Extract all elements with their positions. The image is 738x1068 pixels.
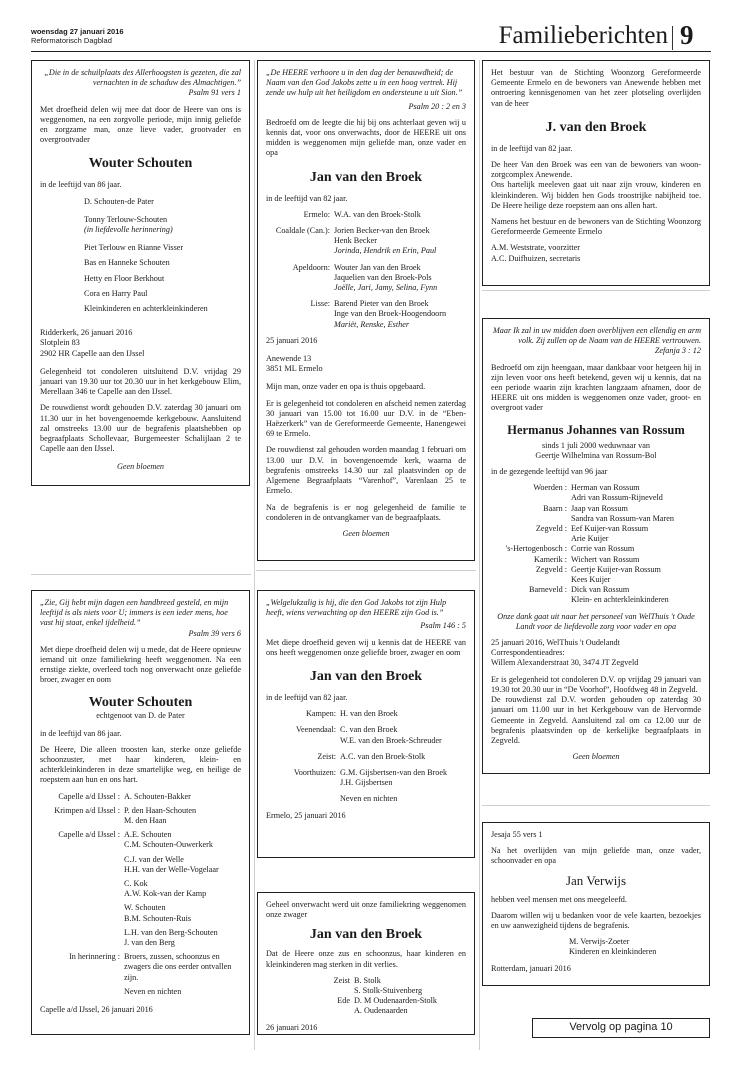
family-place [40, 855, 120, 875]
family-place: Apeldoorn: [292, 262, 330, 272]
funeral-info: De rouwdienst wordt gehouden D.V. zaterdag 30 januari om 11.30 uur in het bovengenoemde kerkgebouw. Aansluitend zal omstreeks 13.00 uur de begrafenis plaatshebben op begraafplaats Schollevaar, Burgemeester Schalijlaan 2 te Capelle aan den IJssel. [40, 403, 241, 454]
announcement-text: Het bestuur van de Stichting Woonzorg Gereformeerde Gemeente Ermelo en de bewoners van Anewende hebben met ontroering kennisgenomen van het zeer plotseling overlijden van de heer [491, 68, 701, 108]
correspondence-label: Correspondentieadres: [491, 648, 565, 658]
deceased-name: Jan van den Broek [309, 927, 423, 943]
announcement-text: Met diepe droefheid delen wij u mede, dat de Heere opnieuw iemand uit onze familiekring heeft weggenomen. Na een ernstige ziekte, overleed toch nog onverwacht onze geliefde broer, zwager en oom [40, 644, 241, 685]
family-member: M. den Haan [124, 816, 167, 826]
family-member: Jaquelien van den Broek-Pols [334, 272, 432, 282]
condolence-info: Er is gelegenheid tot condoleren D.V. op vrijdag 29 januari van 19.30 tot 20.30 uur in “De Voorhof”, Hoofdweg 48 in Zegveld. [491, 674, 701, 694]
family-group [266, 263, 466, 294]
family-group [266, 210, 466, 220]
grandchildren: Mariët, Renske, Esther [334, 319, 410, 329]
place-date: Rotterdam, januari 2016 [491, 963, 571, 973]
signer: A.C. Duifhuizen, secretaris [491, 253, 581, 263]
bible-quote: „Die in de schuilplaats des Allerhoogsten is gezeten, die zal vernachten in de schaduw des Almachtigen.” [44, 68, 241, 88]
family-group [40, 952, 241, 983]
family-place: Capelle a/d IJssel : [58, 791, 120, 801]
bible-reference: Psalm 20 : 2 en 3 [408, 101, 466, 111]
bible-reference: Zefanja 3 : 12 [654, 346, 701, 356]
obituary-jan-van-den-broek-siblings [257, 590, 475, 858]
family-place [266, 794, 336, 804]
bible-quote: „De HEERE verhoore u in den dag der benauwdheid; de Naam van den God Jakobs zette u in een hoog vertrek. Hij zende uw hulp uit het heiligdom en ondersteune u uit Sion.” [266, 68, 463, 98]
laid-out-info: Mijn man, onze vader en opa is thuis opgebaard. [266, 382, 426, 392]
family-group [266, 794, 466, 804]
page-number: 9 [680, 20, 694, 50]
family-group [491, 555, 701, 565]
age-text: in de leeftijd van 82 jaar. [266, 693, 348, 703]
body-text: Ons hartelijk meeleven gaat uit naar zijn vrouw, kinderen en kleinkinderen. Wij bidden hen Gods troostrijke nabijheid toe. De Heere heilige deze roepstem aan ons allen hart. [491, 180, 701, 210]
late-wife-name: Geertje Wilhelmina van Rossum-Bol [535, 450, 657, 460]
family-member: Adri van Rossum-Rijneveld [571, 493, 663, 503]
family-group [491, 524, 701, 544]
closing-note: Geen bloemen [116, 462, 165, 472]
family-place: Coaldale (Can.): [275, 226, 330, 236]
announcement-text: Met diepe droefheid geven wij u kennis dat de HEERE van ons heeft weggenomen onze geliefde broer, zwager en oom [266, 637, 466, 657]
deceased-name: Hermanus Johannes van Rossum [507, 422, 685, 437]
bible-quote: Maar Ik zal in uw midden doen overblijven een ellendig en arm volk. Zij zullen op de Naam van de HEERE vertrouwen. [492, 326, 701, 346]
family-member: Piet Terlouw en Rianne Visser [84, 243, 184, 253]
family-note: (in liefdevolle herinnering) [84, 225, 173, 235]
family-member: A. Schouten-Bakker [124, 791, 191, 801]
comfort-text: Dat de Heere onze zus en schoonzus, haar kinderen en kleinkinderen mag sterken in dit verlies. [266, 949, 466, 969]
obituary-wouter-schouten [31, 60, 250, 486]
deceased-name: Jan Verwijs [565, 872, 627, 888]
family-place: Zeist: [317, 751, 336, 761]
row-divider [31, 574, 251, 575]
family-member: Eef Kuijer-van Rossum [571, 524, 649, 534]
place-date: Ermelo, 25 januari 2016 [266, 810, 346, 820]
family-member: C. Kok [124, 879, 148, 889]
family-group [266, 976, 466, 996]
family-group [266, 725, 466, 745]
section-title: Familieberichten [498, 22, 668, 49]
row-divider [256, 570, 476, 571]
family-place: Kampen: [305, 709, 336, 719]
family-group [266, 226, 466, 257]
deceased-name: Wouter Schouten [88, 156, 193, 172]
correspondence-address: Willem Alexanderstraat 30, 3474 JT Zegveld [491, 658, 639, 668]
family-member: Bas en Hanneke Schouten [84, 258, 170, 268]
family-member: Neven en nichten [124, 986, 182, 996]
family-place: Veenendaal: [295, 725, 336, 735]
announcement-text: Bedroefd om zijn heengaan, maar dankbaar voor hetgeen hij in zijn leven voor ons heeft betekend, geven wij u kennis, dat na een periode waarin zijn krachten langzaam afnamen, door de HEERE uit ons midden is weggenomen onze vader, groot- en overgroot vader [491, 362, 701, 413]
family-place: Voorthuizen: [293, 768, 336, 778]
newspaper-name: Reformatorisch Dagblad [31, 36, 112, 45]
age-text: in de gezegende leeftijd van 96 jaar [491, 467, 608, 477]
street: Slotplein 83 [40, 338, 80, 348]
family-place: Zegveld : [535, 564, 567, 574]
family-member: Tonny Terlouw-Schouten [84, 214, 168, 224]
notice-stichting-woonzorg [482, 60, 710, 286]
family-member: Sandra van Rossum-van Maren [571, 513, 675, 523]
postcode-city: 2902 HR Capelle aan den IJssel [40, 348, 145, 358]
header-rule [31, 51, 711, 52]
spouse-note: echtgenoot van D. de Pater [96, 710, 185, 720]
bible-reference: Jesaja 55 vers 1 [491, 830, 543, 839]
family-group [491, 483, 701, 503]
family-member: Jorien Becker-van den Broek [334, 226, 430, 236]
family-group [40, 987, 241, 997]
deceased-name: Wouter Schouten [88, 694, 193, 710]
family-place [40, 903, 120, 923]
signer: M. Verwijs-Zoeter [569, 937, 630, 947]
family-place: Krimpen a/d IJssel : [54, 805, 120, 815]
column-divider [479, 60, 480, 1050]
family-member: D. Schouten-de Pater [84, 196, 154, 206]
family-member: H.H. van der Welle-Vogelaar [124, 864, 219, 874]
body-text: Namens het bestuur en de bewoners van de Stichting Woonzorg Gereformeerde Gemeente Ermelo [491, 217, 701, 237]
closing-note: Geen bloemen [572, 752, 620, 762]
body-text: hebben veel mensen met ons meegeleefd. [491, 894, 627, 904]
place-date: Capelle a/d IJssel, 26 januari 2016 [40, 1005, 153, 1015]
family-member: W. Schouten [124, 903, 166, 913]
signer: Kinderen en kleinkinderen [569, 947, 657, 957]
obituary-hermanus-van-rossum [482, 318, 710, 774]
place-date: Ridderkerk, 26 januari 2016 [40, 328, 133, 338]
family-member: Herman van Rossum [571, 483, 640, 493]
family-member: J.H. Gijsbertsen [340, 778, 393, 788]
announcement-text: Met droefheid delen wij mee dat door de Heere van ons is weggenomen, na een zorgvolle periode, mijn innig geliefde en zorgzame man, onze lieve vader, grootvader en overgrootvader [40, 104, 241, 145]
family-group [40, 806, 241, 826]
family-member: Neven en nichten [340, 794, 398, 804]
place-date: 26 januari 2016 [266, 1022, 318, 1032]
announcement-text: Na het overlijden van mijn geliefde man, onze vader, schoonvader en opa [491, 846, 701, 866]
header-divider [672, 26, 673, 50]
family-group [40, 879, 241, 899]
signers [491, 937, 701, 957]
family-member: C. van den Broek [340, 725, 398, 735]
family-member: Wouter Jan van den Broek [334, 262, 421, 272]
family-member: Arie Kuijer [571, 534, 609, 544]
family-place: In herinnering : [69, 952, 120, 962]
grandchildren: Jorinda, Hendrik en Erin, Paul [334, 246, 437, 256]
family-member: Inge van den Broek-Hoogendoorn [334, 309, 447, 319]
thanks-jan-verwijs [482, 822, 710, 986]
family-group [40, 830, 241, 850]
row-divider [482, 290, 710, 291]
deceased-name: Jan van den Broek [309, 169, 423, 185]
family-member: G.M. Gijsbertsen-van den Broek [340, 768, 448, 778]
continued-on-page-link[interactable]: Vervolg op pagina 10 [532, 1018, 710, 1038]
family-place: Zegveld : [535, 524, 567, 534]
obituary-wouter-schouten-family [31, 590, 250, 1035]
family-place: Kamerik : [534, 554, 567, 564]
funeral-info: De rouwdienst zal gehouden worden maandag 1 februari om 13.00 uur D.V. in bovengenoemde kerk, waarna de begrafenis omstreeks 14.30 uur zal plaatsvinden op de Algemene Begraafplaats “Varenhof”, Varenlaan 25 te Ermelo. [266, 445, 466, 496]
family-member: W.E. van den Broek-Schreuder [340, 735, 442, 745]
family-place: Baarn : [543, 503, 567, 513]
family-member: Corrie van Rossum [571, 544, 635, 554]
family-member: B. Stolk [354, 975, 381, 985]
body-text: De heer Van den Broek was een van de bewoners van woon-zorgcomplex Anewende. [491, 160, 701, 180]
family-place [40, 928, 120, 948]
family-group [40, 903, 241, 923]
family-member: P. den Haan-Schouten [124, 805, 197, 815]
family-place [40, 987, 120, 997]
family-place: Barneveld : [529, 585, 567, 595]
family-member: Hetty en Floor Berkhout [84, 273, 165, 283]
grandchildren: Joëlle, Jari, Jamy, Selina, Fynn [334, 283, 438, 293]
place-date: 25 januari 2016, WelThuis 't Oudelandt [491, 638, 620, 648]
family-member: Jaap van Rossum [571, 503, 628, 513]
family-place: Ermelo: [303, 209, 330, 219]
family-place [40, 879, 120, 899]
family-member: C.M. Schouten-Ouwerkerk [124, 840, 213, 850]
family-member: Wichert van Rossum [571, 554, 640, 564]
widower-note: sinds 1 juli 2000 weduwnaar van [541, 440, 650, 450]
family-place: Woerden : [533, 483, 567, 493]
family-group [266, 709, 466, 719]
obituary-jan-van-den-broek-family [257, 60, 475, 561]
family-group [266, 752, 466, 762]
family-member: H. van den Broek [340, 709, 398, 719]
age-text: in de leeftijd van 86 jaar. [40, 728, 122, 738]
address-block [40, 328, 241, 359]
family-group [266, 996, 466, 1016]
bible-quote: „Zie, Gij hebt mijn dagen een handbreed gesteld, en mijn leeftijd is als niets voor U; immers is een ieder mens, hoe vast hij staat, enkel ijdelheid.” [40, 598, 229, 628]
family-member: Cora en Harry Paul [84, 288, 148, 298]
family-group [491, 565, 701, 585]
funeral-info: De rouwdienst zal D.V. worden gehouden op zaterdag 30 januari om 11.00 uur in het Kerkgebouw van de Hervormde Gemeente in Zegveld. Aansluitend zal om ca 12.00 uur de begrafenis plaatsvinden op de kerkelijke begraafplaats in Zegveld. [491, 695, 701, 745]
after-funeral-info: Na de begrafenis is er nog gelegenheid de familie te condoleren in de ontvangkamer van de begraafplaats. [266, 502, 466, 522]
issue-date: woensdag 27 januari 2016 [31, 27, 124, 36]
bible-reference: Psalm 91 vers 1 [188, 88, 241, 98]
closing-note: Geen bloemen [342, 528, 390, 538]
comfort-text: De Heere, Die alleen troosten kan, sterke onze geliefde schoonzuster, met haar kinderen, klein- en achterkleinkinderen in deze smartelijke weg, en heilige de roepstem aan hun en ons hart. [40, 744, 241, 785]
family-member: J. van den Berg [124, 938, 175, 948]
family-group [266, 768, 466, 788]
family-member: Kleinkinderen en achterkleinkinderen [84, 304, 208, 314]
postcode-city: 3851 ML Ermelo [266, 364, 323, 374]
family-place: Capelle a/d IJssel : [58, 830, 120, 840]
family-member: Barend Pieter van den Broek [334, 299, 429, 309]
column-divider [254, 60, 255, 1050]
family-group [491, 504, 701, 524]
family-group [40, 855, 241, 875]
place-date: 25 januari 2016 [266, 335, 318, 345]
family-member: W.A. van den Broek-Stolk [334, 209, 421, 219]
address-block [266, 354, 466, 374]
family-member: Kees Kuijer [571, 575, 611, 585]
bible-reference: Psalm 39 vers 6 [188, 628, 241, 638]
family-member: A. Oudenaarden [354, 1006, 408, 1016]
header-meta [31, 27, 124, 45]
family-member: Broers, zussen, schoonzus en zwagers die ons eerder ontvallen zijn. [124, 952, 232, 982]
signer: A.M. Weststrate, voorzitter [491, 243, 581, 253]
condolence-info: Er is gelegenheid tot condoleren en afscheid nemen zaterdag 30 januari van 15.00 tot 16.00 uur D.V. in de “Eben-Haëzerkerk” van de Gereformeerde Gemeente, Hanengewei 69 te Ermelo. [266, 398, 466, 439]
deceased-name: J. van den Broek [545, 119, 647, 135]
family-member: B.M. Schouten-Ruis [124, 913, 192, 923]
deceased-name: Jan van den Broek [309, 669, 423, 685]
family-member: A.E. Schouten [124, 830, 172, 840]
family-member: Geertje Kuijer-van Rossum [571, 564, 661, 574]
family-group [491, 544, 701, 554]
family-place: Ede [337, 996, 350, 1006]
family-list [491, 483, 701, 605]
family-place: Zeist [333, 975, 350, 985]
family-member: Dick van Rossum [571, 585, 630, 595]
row-divider [482, 805, 710, 806]
family-group [491, 585, 701, 605]
family-group [40, 928, 241, 948]
family-member: Klein- en achterkleinkinderen [571, 595, 669, 605]
age-text: in de leeftijd van 82 jaar. [266, 193, 348, 203]
street: Anewende 13 [266, 354, 312, 364]
family-member: A.C. van den Broek-Stolk [340, 751, 426, 761]
age-text: in de leeftijd van 82 jaar. [491, 143, 573, 153]
family-member: A.W. Kok-van der Kamp [124, 889, 207, 899]
announcement-text: Bedroefd om de leegte die hij bij ons achterlaat geven wij u kennis dat, voor ons onverwachts, door de HEERE uit ons midden is weggenomen mijn geliefde man, onze vader en opa [266, 117, 466, 158]
body-text: Daarom willen wij u bedanken voor de vele kaarten, bezoekjes en uw aanwezigheid tijdens de begrafenis. [491, 910, 701, 931]
family-group [266, 299, 466, 330]
condolence-info: Gelegenheid tot condoleren uitsluitend D.V. vrijdag 29 januari van 19.30 uur tot 20.30 uur in het kerkgebouw Elim, Merellaan 346 te Capelle aan den IJssel. [40, 366, 241, 397]
obituary-jan-van-den-broek-in-laws [257, 892, 475, 1035]
family-member: S. Stolk-Stuivenberg [354, 986, 423, 996]
family-place: 's-Hertogenbosch : [505, 544, 567, 554]
family-member: C.J. van der Welle [124, 854, 184, 864]
age-text: in de leeftijd van 86 jaar. [40, 180, 122, 190]
family-place: Lisse: [310, 299, 330, 309]
family-member: D. M Oudenaarden-Stolk [354, 996, 437, 1006]
bible-reference: Psalm 146 : 5 [420, 621, 466, 631]
family-member: Henk Becker [334, 236, 377, 246]
bible-quote: „Welgelukzalig is hij, die den God Jakobs tot zijn Hulp heeft, wiens verwachting op den HEERE zijn God is.” [266, 598, 447, 618]
announcement-text: Geheel onverwacht werd uit onze familiekring weggenomen onze zwager [266, 900, 466, 920]
family-list [40, 197, 241, 315]
family-group [40, 792, 241, 802]
family-member: L.H. van den Berg-Schouten [124, 927, 218, 937]
thanks-note: Onze dank gaat uit naar het personeel van WelThuis 't Oude Landt voor de liefdevolle zorg voor vader en opa [497, 611, 695, 631]
